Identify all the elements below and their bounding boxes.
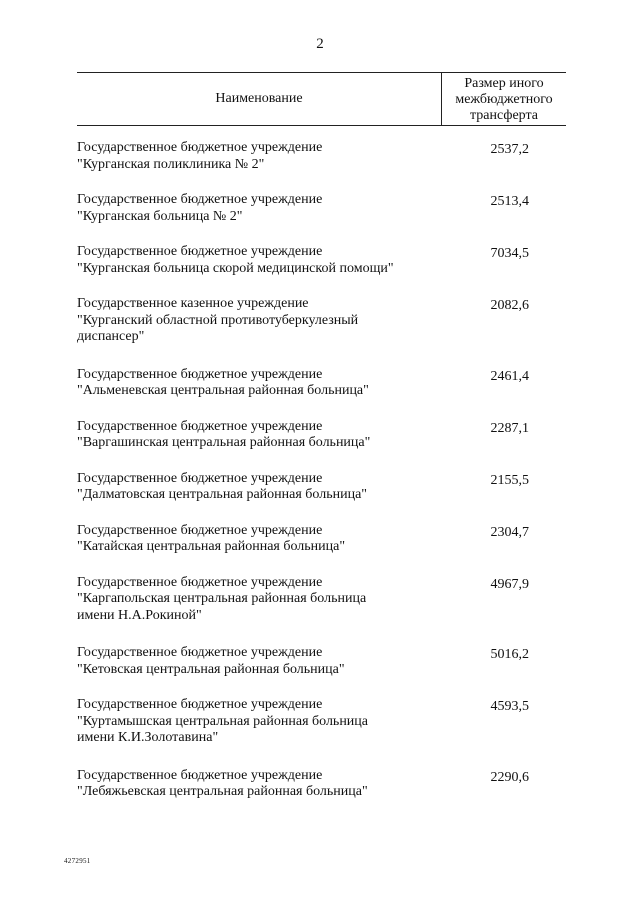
institution-name — [77, 367, 457, 400]
table-row — [77, 471, 566, 504]
transfer-amount: 2304,7 — [490, 524, 529, 540]
institution-name — [77, 697, 457, 747]
institution-name — [77, 296, 457, 346]
institution-name-line: Государственное бюджетное учреждение — [77, 366, 323, 382]
table-row — [77, 697, 566, 747]
column-header-name: Наименование — [215, 91, 303, 106]
institution-name-line: "Альменевская центральная районная больница" — [77, 383, 369, 398]
transfer-amount: 7034,5 — [490, 246, 529, 261]
institution-name-line: Государственное бюджетное учреждение — [77, 645, 323, 660]
institution-name — [77, 419, 457, 452]
table-row — [77, 575, 566, 625]
transfer-amount: 4967,9 — [490, 576, 529, 592]
transfer-amount: 2155,5 — [490, 472, 529, 488]
institution-name — [77, 140, 457, 173]
institution-name-line: "Курганская поликлиника № 2" — [77, 156, 265, 172]
page-number: 2 — [316, 36, 324, 52]
institution-name — [77, 575, 457, 625]
document-code: 4272951 — [64, 857, 91, 865]
institution-name — [77, 768, 457, 801]
institution-list — [77, 140, 566, 820]
institution-name-line: "Курганский областной противотуберкулезный — [77, 312, 359, 328]
institution-name — [77, 192, 457, 225]
transfer-amount: 2537,2 — [490, 142, 529, 157]
institution-name-line: Государственное бюджетное учреждение — [77, 574, 323, 590]
table-row — [77, 367, 566, 400]
institution-name-line: Государственное казенное учреждение — [77, 296, 309, 311]
institution-name-line: имени Н.А.Рокиной" — [77, 607, 202, 623]
table-row — [77, 645, 566, 678]
table-row — [77, 140, 566, 173]
institution-name-line: Государственное бюджетное учреждение — [77, 192, 323, 207]
institution-name-line: "Куртамышская центральная районная больница — [77, 713, 369, 729]
transfer-amount: 4593,5 — [490, 699, 529, 714]
table-row — [77, 192, 566, 225]
transfer-amount: 2290,6 — [490, 769, 529, 785]
transfer-amount: 2082,6 — [490, 298, 529, 313]
institution-name-line: "Лебяжьевская центральная районная больница" — [77, 784, 368, 799]
institution-name-line: диспансер" — [77, 329, 145, 344]
institution-name-line: Государственное бюджетное учреждение — [77, 697, 323, 712]
table-row — [77, 768, 566, 801]
institution-name-line: Государственное бюджетное учреждение — [77, 767, 323, 783]
institution-name-line: Государственное бюджетное учреждение — [77, 470, 323, 486]
institution-name-line: Государственное бюджетное учреждение — [77, 244, 323, 259]
institution-name-line: Государственное бюджетное учреждение — [77, 522, 323, 538]
institution-name — [77, 471, 457, 504]
institution-name-line: Государственное бюджетное учреждение — [77, 418, 323, 434]
table-header-rule — [77, 125, 566, 126]
institution-name-line: "Кетовская центральная районная больница" — [77, 661, 345, 677]
table-top-rule — [77, 72, 566, 73]
transfer-amount: 2461,4 — [490, 368, 529, 384]
institution-name-line: "Каргапольская центральная районная больница — [77, 591, 367, 606]
column-header-amount-line: трансферта — [470, 108, 538, 123]
table-row — [77, 296, 566, 346]
column-header-amount-line: межбюджетного — [455, 92, 553, 107]
institution-name-line: "Далматовская центральная районная больница" — [77, 487, 368, 502]
institution-name — [77, 523, 457, 556]
institution-name-line: "Курганская больница № 2" — [77, 208, 243, 224]
table-row — [77, 523, 566, 556]
institution-name — [77, 244, 457, 277]
transfer-amount: 2287,1 — [490, 420, 529, 436]
institution-name-line: "Варгашинская центральная районная больница" — [77, 435, 371, 450]
column-header-amount — [442, 76, 566, 124]
transfer-amount: 2513,4 — [490, 194, 529, 209]
table-row — [77, 419, 566, 452]
column-header-amount-line: Размер иного — [464, 76, 544, 91]
institution-name-line: имени К.И.Золотавина" — [77, 730, 219, 745]
institution-name-line: Государственное бюджетное учреждение — [77, 140, 323, 155]
transfer-amount: 5016,2 — [490, 647, 529, 662]
institution-name — [77, 645, 457, 678]
table-row — [77, 244, 566, 277]
institution-name-line: "Катайская центральная районная больница" — [77, 539, 346, 554]
institution-name-line: "Курганская больница скорой медицинской помощи" — [77, 260, 394, 276]
